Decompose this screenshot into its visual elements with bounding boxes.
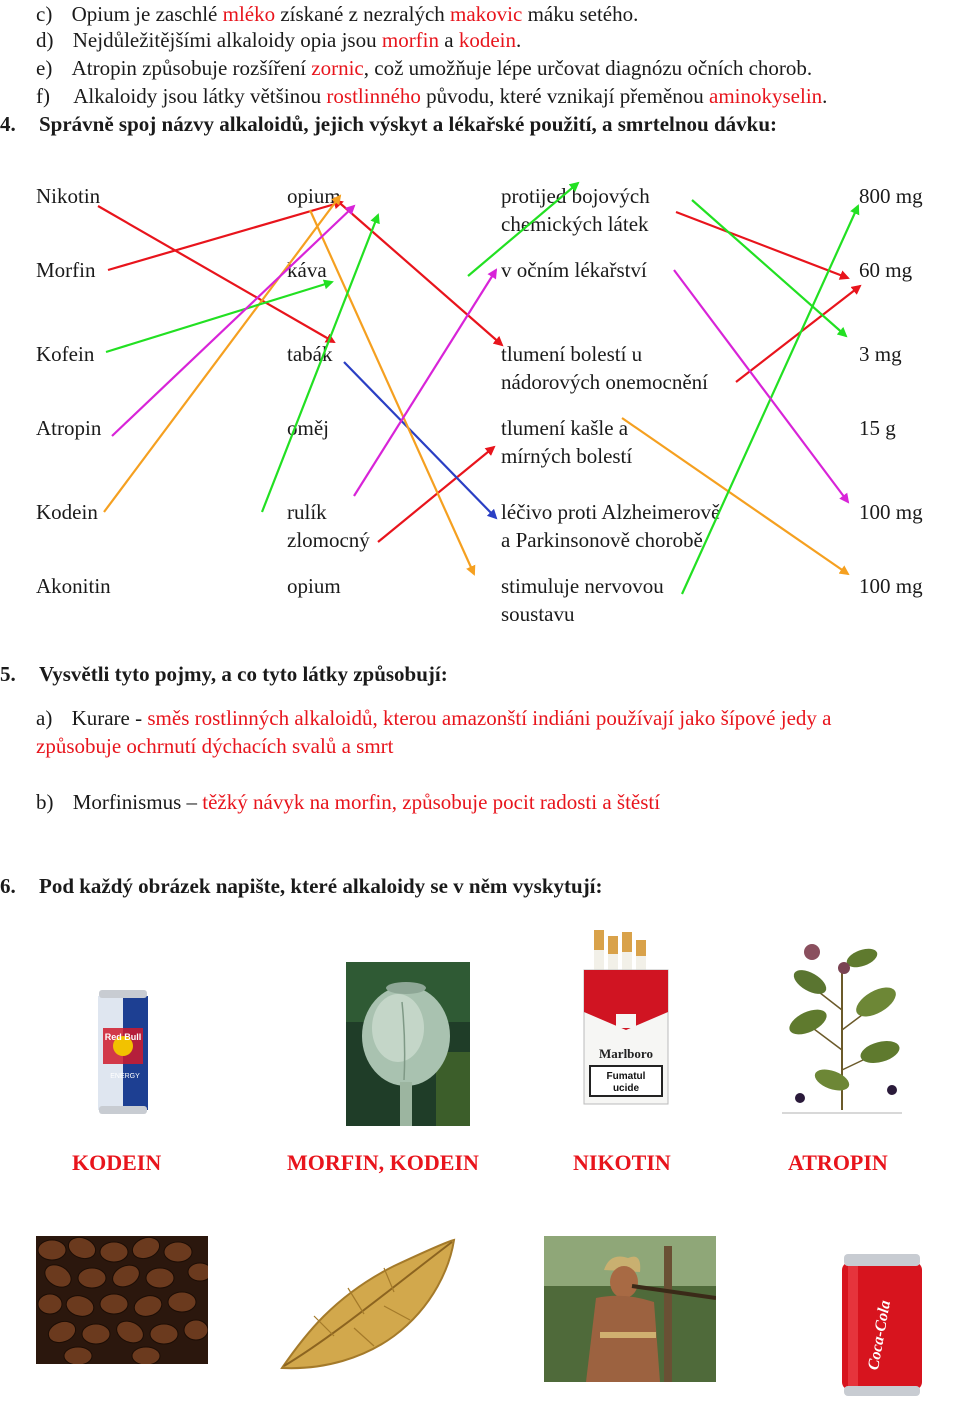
cigarette-pack-image — [582, 930, 670, 1106]
use-1-line2: chemických látek — [501, 212, 649, 236]
use-2: v očním lékařství — [501, 258, 647, 282]
use-5-line2: a Parkinsonově chorobě — [501, 528, 703, 552]
line-orange-2 — [310, 210, 474, 574]
can-sub-text: ENERGY — [110, 1073, 140, 1080]
line-green-2 — [262, 215, 378, 512]
q5-a-label: a) — [36, 706, 53, 730]
answer-fragment: kodein — [458, 28, 516, 52]
answer-fragment: rostlinného — [326, 84, 421, 108]
line-blue-1 — [344, 362, 496, 518]
cola-brand-text: Coca-Cola — [865, 1299, 895, 1372]
line-green-1 — [106, 282, 332, 352]
line-green-3 — [468, 183, 578, 276]
text-fragment: . — [822, 84, 828, 108]
can-brand-text: Red Bull — [104, 1032, 142, 1042]
text-fragment: , což umožňuje lépe určovat diagnózu očních chorob. — [363, 56, 813, 80]
alkaloid-4: Atropin — [36, 416, 102, 440]
item3-f-label: f) — [36, 84, 50, 108]
text-fragment: máku setého. — [522, 2, 639, 26]
text-fragment: Atropin způsobuje rozšíření — [71, 56, 312, 80]
source-5-line2: zlomocný — [287, 528, 370, 552]
answer-fragment: mléko — [222, 2, 276, 26]
text-fragment: Alkaloidy jsou látky většinou — [73, 84, 327, 108]
use-6-line2: soustavu — [501, 602, 575, 626]
q5-number: 5. — [0, 662, 16, 686]
dose-2: 60 mg — [859, 258, 913, 282]
use-6-line1: stimuluje nervovou — [501, 574, 664, 598]
line-orange-3 — [622, 418, 848, 574]
use-1-line1: protijed bojových — [501, 184, 650, 208]
text-fragment: Opium je zaschlé — [71, 2, 223, 26]
source-5-line1: rulík — [287, 500, 327, 524]
line-magenta-3 — [674, 270, 848, 502]
line-red-5 — [378, 447, 494, 542]
text-fragment: a — [439, 28, 459, 52]
q5-b-label: b) — [36, 790, 54, 814]
item3-c-label: c) — [36, 2, 53, 26]
coffee-beans-image — [36, 1236, 208, 1364]
alkaloid-3: Kofein — [36, 342, 95, 366]
q4-text: Správně spoj názvy alkaloidů, jejich výskyt a lékařské použití, a smrtelnou dávku: — [39, 112, 777, 136]
line-red-4 — [108, 202, 342, 270]
caption-4: ATROPIN — [788, 1150, 888, 1175]
dose-1: 800 mg — [859, 184, 923, 208]
poppy-head-image — [346, 962, 470, 1126]
line-magenta-1 — [112, 206, 354, 436]
item3-d-label: d) — [36, 28, 54, 52]
tobacco-leaf-image — [274, 1236, 460, 1376]
text-fragment: původu, které vznikají přeměnou — [420, 84, 709, 108]
use-3-line1: tlumení bolestí u — [501, 342, 643, 366]
source-3: tabák — [287, 342, 333, 366]
pack-warning-2: ucide — [612, 1083, 640, 1094]
caption-3: NIKOTIN — [573, 1150, 671, 1175]
text-fragment: získané z nezralých — [275, 2, 451, 26]
line-red-1 — [98, 206, 334, 342]
q6-heading — [0, 872, 603, 900]
line-orange-1 — [104, 196, 340, 512]
q5-a-answer-2: způsobuje ochrnutí dýchacích svalů a smrt — [36, 734, 394, 758]
q6-text: Pod každý obrázek napište, které alkaloidy se v něm vyskytují: — [39, 874, 603, 898]
line-green-5 — [682, 206, 858, 594]
q5-heading — [0, 660, 448, 688]
dose-3: 3 mg — [859, 342, 902, 366]
pack-brand-text: Marlboro — [599, 1046, 653, 1061]
line-red-2 — [334, 198, 502, 345]
q5-text: Vysvětli tyto pojmy, a co tyto látky způsobují: — [39, 662, 448, 686]
item3-e-label: e) — [36, 56, 53, 80]
q5-a-term: Kurare - — [71, 706, 148, 730]
dose-4: 15 g — [859, 416, 896, 440]
alkaloid-1: Nikotin — [36, 184, 101, 208]
source-4: oměj — [287, 416, 329, 440]
alkaloid-5: Kodein — [36, 500, 98, 524]
line-red-6 — [736, 286, 860, 382]
use-3-line2: nádorových onemocnění — [501, 370, 709, 394]
q5-a — [36, 704, 831, 732]
answer-fragment: zornic — [311, 56, 364, 80]
q5-b — [36, 788, 660, 816]
pack-warning-1: Fumatul — [606, 1071, 646, 1082]
source-1: opium — [287, 184, 341, 208]
use-4-line2: mírných bolestí — [501, 444, 633, 468]
use-5-line1: léčivo proti Alzheimerově — [501, 500, 721, 524]
belladonna-plant-image — [772, 930, 912, 1118]
connection-lines — [0, 0, 960, 660]
answer-fragment: makovic — [450, 2, 523, 26]
answer-fragment: morfin — [381, 28, 440, 52]
text-fragment: . — [516, 28, 522, 52]
q5-b-term: Morfinismus – — [72, 790, 203, 814]
alkaloid-2: Morfin — [36, 258, 96, 282]
dose-6: 100 mg — [859, 574, 923, 598]
dose-5: 100 mg — [859, 500, 923, 524]
line-red-3 — [676, 212, 848, 278]
caption-2: MORFIN, KODEIN — [287, 1150, 479, 1175]
answer-fragment: aminokyselin — [709, 84, 823, 108]
q5-b-answer: těžký návyk na morfin, způsobuje pocit radosti a štěstí — [202, 790, 661, 814]
cola-can-image — [826, 1252, 938, 1398]
q4-number: 4. — [0, 112, 16, 136]
source-2: káva — [287, 258, 327, 282]
source-6: opium — [287, 574, 341, 598]
use-4-line1: tlumení kašle a — [501, 416, 629, 440]
alkaloid-6: Akonitin — [36, 574, 111, 598]
blowgun-hunter-image — [544, 1236, 716, 1382]
caption-1: KODEIN — [72, 1150, 162, 1175]
q6-number: 6. — [0, 874, 16, 898]
energy-drink-can-image — [95, 988, 151, 1116]
text-fragment: Nejdůležitějšími alkaloidy opia jsou — [72, 28, 382, 52]
q5-a-answer-1: směs rostlinných alkaloidů, kterou amazonští indiáni používají jako šípové jedy a — [147, 706, 832, 730]
